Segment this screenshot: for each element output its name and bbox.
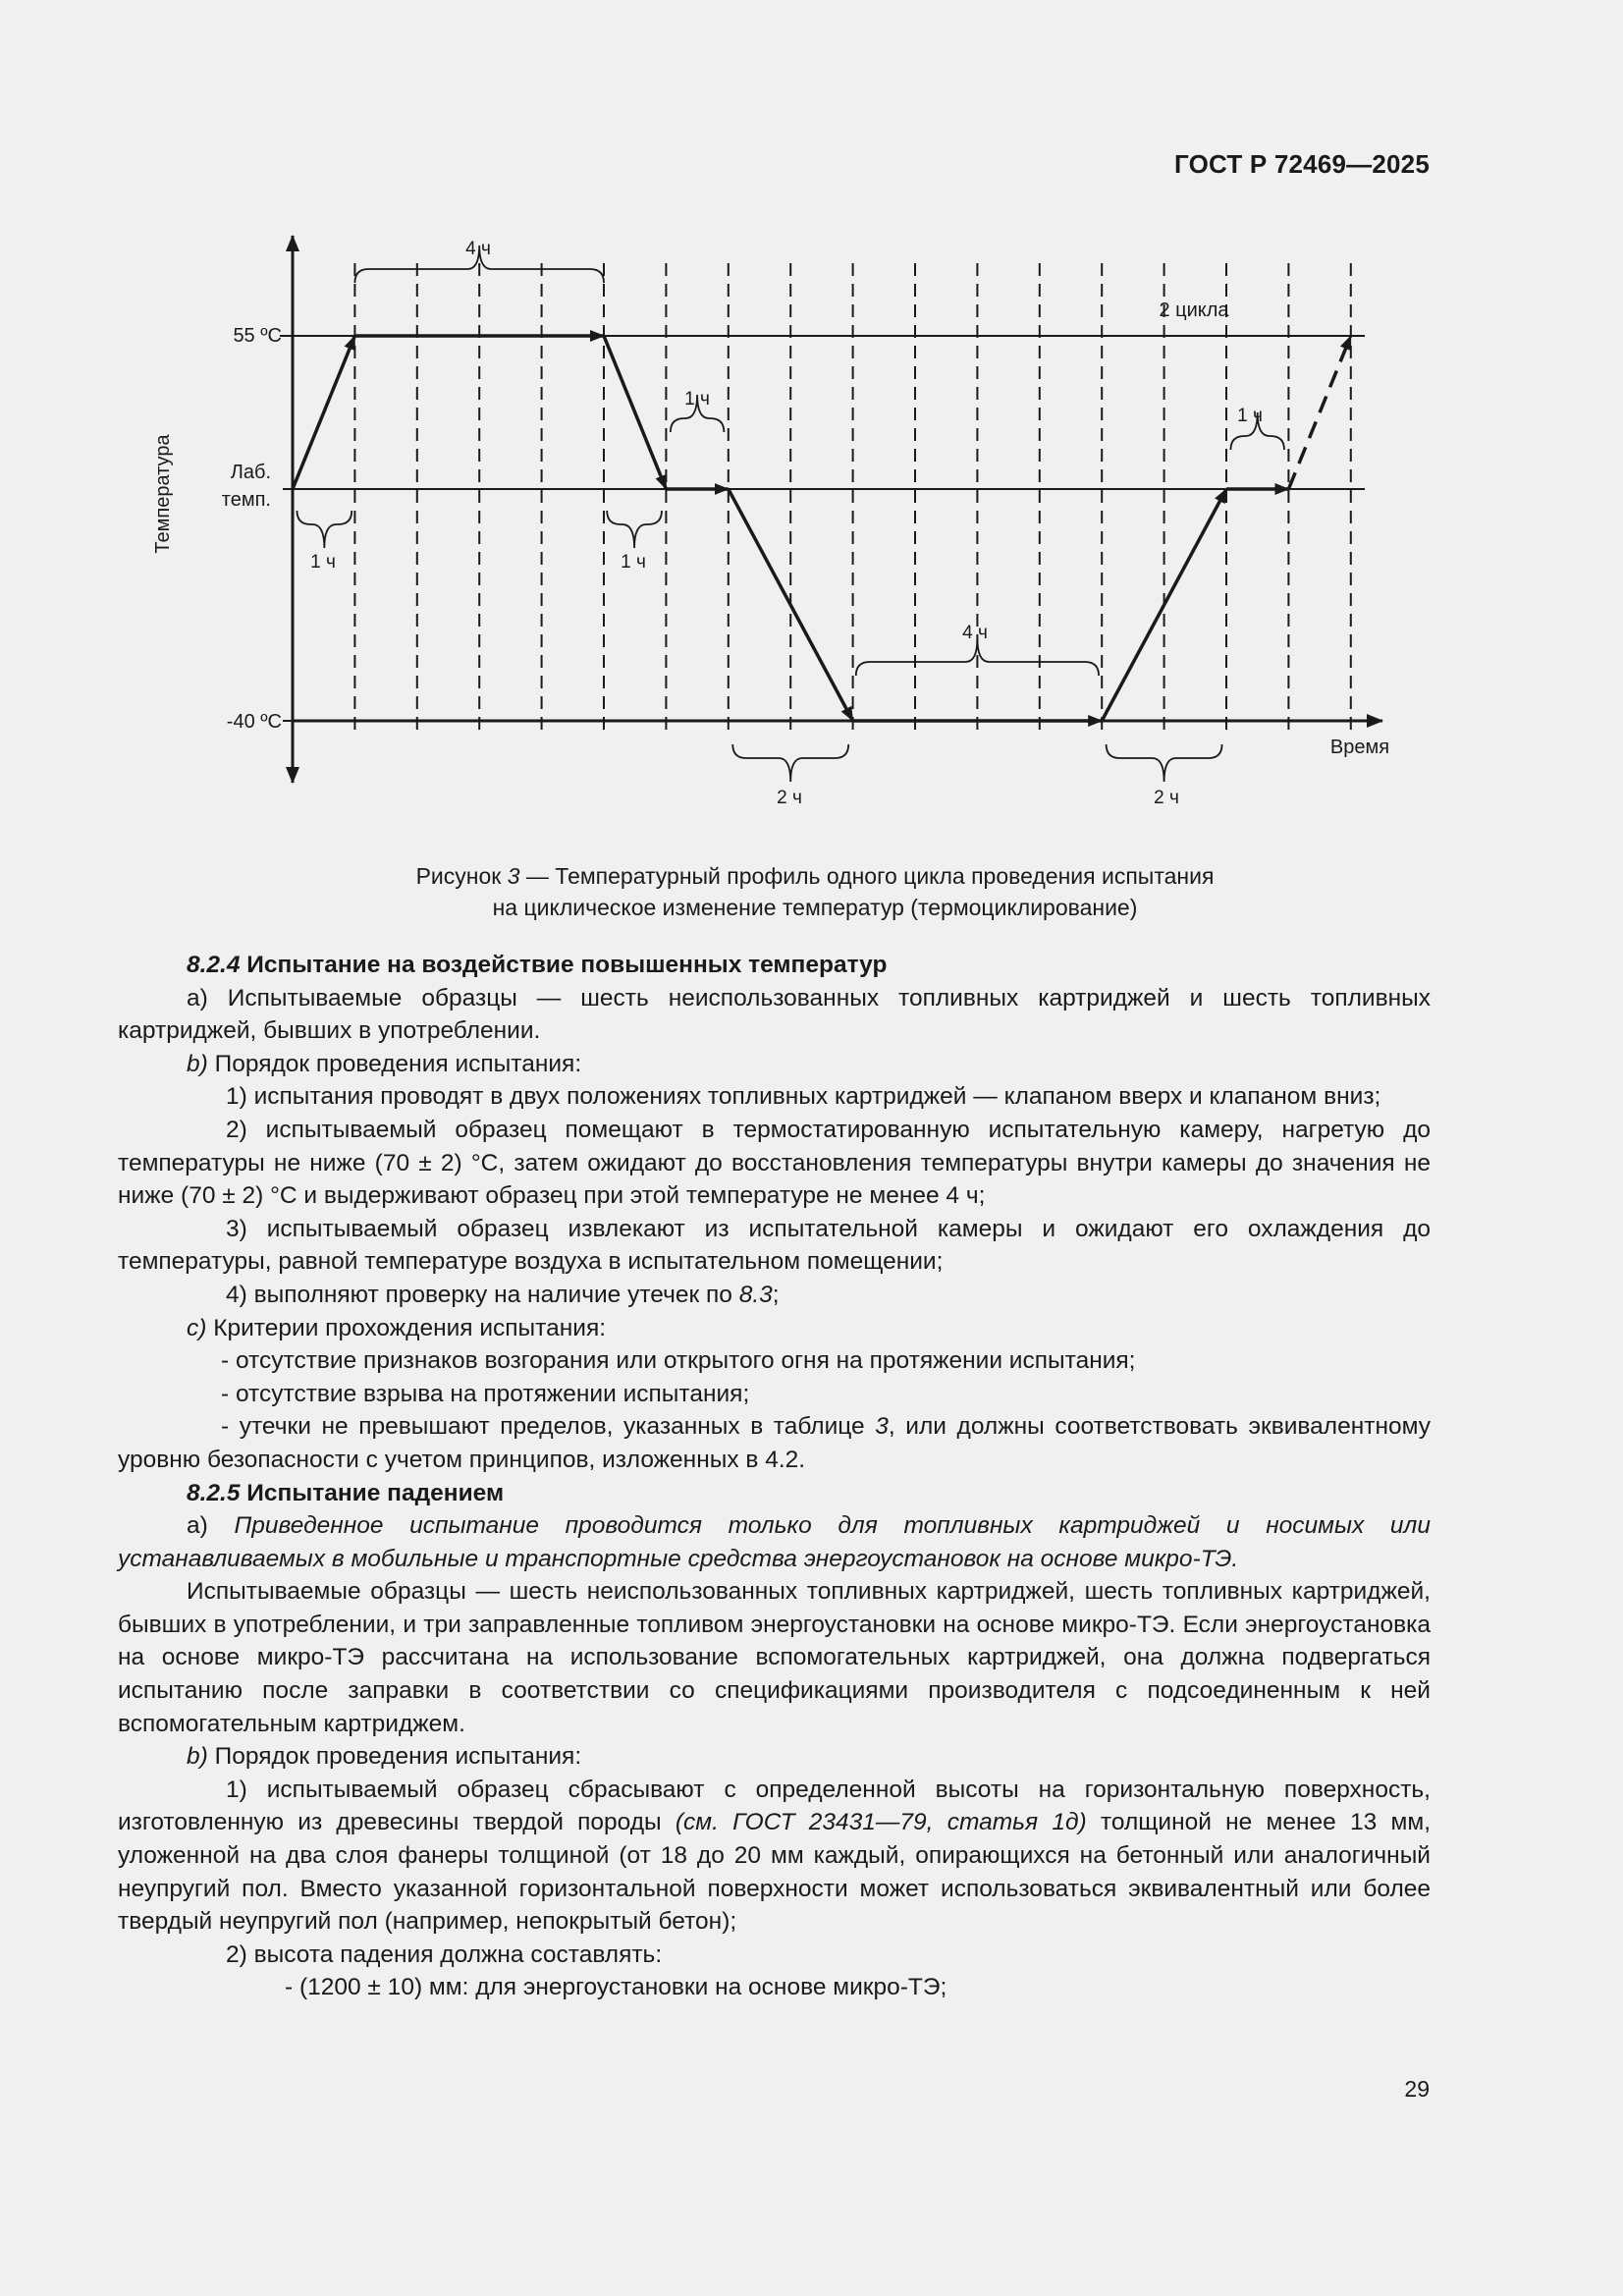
caption-prefix: Рисунок xyxy=(415,863,508,889)
page-number: 29 xyxy=(1404,2076,1430,2102)
list-item-8-2-5-b2-1: - (1200 ± 10) мм: для энергоустановки на основе микро-ТЭ; xyxy=(285,1974,947,2001)
temperature-profile-chart xyxy=(0,0,1623,884)
level-label-lab-1: Лаб. xyxy=(230,462,271,483)
list-item-8-2-4-c1: - отсутствие признаков возгорания или открытого огня на протяжении испытания; xyxy=(221,1347,1136,1375)
duration-label-lab-rise-wait: 1 ч xyxy=(310,552,336,573)
profile-segment-9 xyxy=(1288,336,1350,489)
brace-lab-fall-wait xyxy=(607,511,662,548)
paragraph-8-2-5-b: b) Порядок проведения испытания: xyxy=(187,1743,582,1771)
duration-label-fall-to-low: 2 ч xyxy=(777,788,802,808)
brace-rise-to-lab xyxy=(1107,744,1222,782)
paragraph-8-2-4-c: с) Критерии прохождения испытания: xyxy=(187,1314,607,1341)
profile-segment-1 xyxy=(293,336,354,489)
paragraph-8-2-4-a: а) Испытываемые образцы — шесть неиспользованных топливных картриджей и шесть топливных картриджей, бывших в употреблении. xyxy=(118,984,1431,1045)
caption-line2: на циклическое изменение температур (термоциклирование) xyxy=(492,895,1138,920)
duration-label-lab-hold-1: 1 ч xyxy=(684,389,710,410)
list-item-8-2-4-b3: 3) испытываемый образец извлекают из испытательной камеры и ожидают его охлаждения до температуры, равной температуре воздуха в испытательном помещении; xyxy=(118,1215,1431,1276)
level-label-low: -40 ºC xyxy=(226,711,282,733)
list-item-8-2-4-b1: 1) испытания проводят в двух положениях топливных картриджей — клапаном вверх и клапаном вниз; xyxy=(226,1083,1381,1111)
document-body xyxy=(118,949,1431,2004)
brace-fall-to-low xyxy=(732,744,848,782)
duration-label-rise-to-lab: 2 ч xyxy=(1154,788,1179,808)
profile-segment-3 xyxy=(604,336,666,489)
duration-label-low-hold: 4 ч xyxy=(962,623,988,643)
paragraph-8-2-5-a: а) Приведенное испытание проводится только для топливных картриджей и носимых или устанавливаемых в мобильные и транспортные средства энергоустановок на основе микро-ТЭ. xyxy=(118,1512,1431,1572)
document-code: ГОСТ Р 72469—2025 xyxy=(1174,149,1430,179)
caption-number: 3 xyxy=(507,863,520,889)
duration-label-lab-fall-wait: 1 ч xyxy=(621,552,646,573)
duration-label-high-hold: 4 ч xyxy=(465,239,491,259)
duration-label-lab-hold-2: 1 ч xyxy=(1237,406,1263,426)
x-axis-label: Время xyxy=(1329,737,1390,758)
brace-lab-rise-wait xyxy=(297,511,352,548)
list-item-8-2-5-b2: 2) высота падения должна составлять: xyxy=(226,1941,663,1968)
figure-caption xyxy=(118,860,1512,923)
paragraph-8-2-5-samples: Испытываемые образцы — шесть неиспользованных топливных картриджей, шесть топливных картриджей, бывших в употреблении, и три заправленные топливом энергоустановки на основе микро-ТЭ. Если энергоустановка на основе микро-ТЭ рассчитана на использование вспомогательных картриджей, она должна подвергаться испытанию после заправки в соответствии со спецификациями производителя с подсоединенным к ней вспомогательным картриджем. xyxy=(118,1578,1431,1737)
list-item-8-2-4-c2: - отсутствие взрыва на протяжении испытания; xyxy=(221,1380,750,1407)
cycles-label: 2 цикла xyxy=(1159,300,1229,321)
section-heading-8-2-4: 8.2.4 Испытание на воздействие повышенных температур xyxy=(187,952,888,978)
list-item-8-2-4-c3: - утечки не превышают пределов, указанных в таблице 3, или должны соответствовать эквивалентному уровню безопасности с учетом принципов, изложенных в 4.2. xyxy=(118,1413,1431,1473)
level-label-high: 55 ºC xyxy=(233,325,282,347)
temperature-profile-line xyxy=(293,336,1351,721)
list-item-8-2-4-b2: 2) испытываемый образец помещают в термостатированную испытательную камеру, нагретую до температуры не ниже (70 ± 2) °C, затем ожидают до восстановления температуры внутри камеры до значения не ниже (70 ± 2) °C и выдерживают образец при этой температуре не менее 4 ч; xyxy=(118,1116,1431,1210)
list-item-8-2-4-b4: 4) выполняют проверку на наличие утечек по 8.3; xyxy=(226,1281,780,1308)
paragraph-8-2-4-b: b) Порядок проведения испытания: xyxy=(187,1050,582,1077)
caption-line1: — Температурный профиль одного цикла проведения испытания xyxy=(519,863,1215,889)
y-axis-label: Температура xyxy=(152,434,174,554)
list-item-8-2-5-b1: 1) испытываемый образец сбрасывают с определенной высоты на горизонтальную поверхность, изготовленную из древесины твердой породы (см. ГОСТ 23431—79, статья 1д) толщиной не менее 13 мм, уложенной на два слоя фанеры толщиной (от 18 до 20 мм каждый, опирающихся на бетонный или аналогичный неупругий пол. Вместо указанной горизонтальной поверхности может использоваться эквивалентный или более твердый неупругий пол (например, непокрытый бетон); xyxy=(118,1776,1432,1936)
level-label-lab-2: темп. xyxy=(221,489,271,511)
chart-grid xyxy=(354,263,1350,735)
section-heading-8-2-5: 8.2.5 Испытание падением xyxy=(187,1479,505,1506)
